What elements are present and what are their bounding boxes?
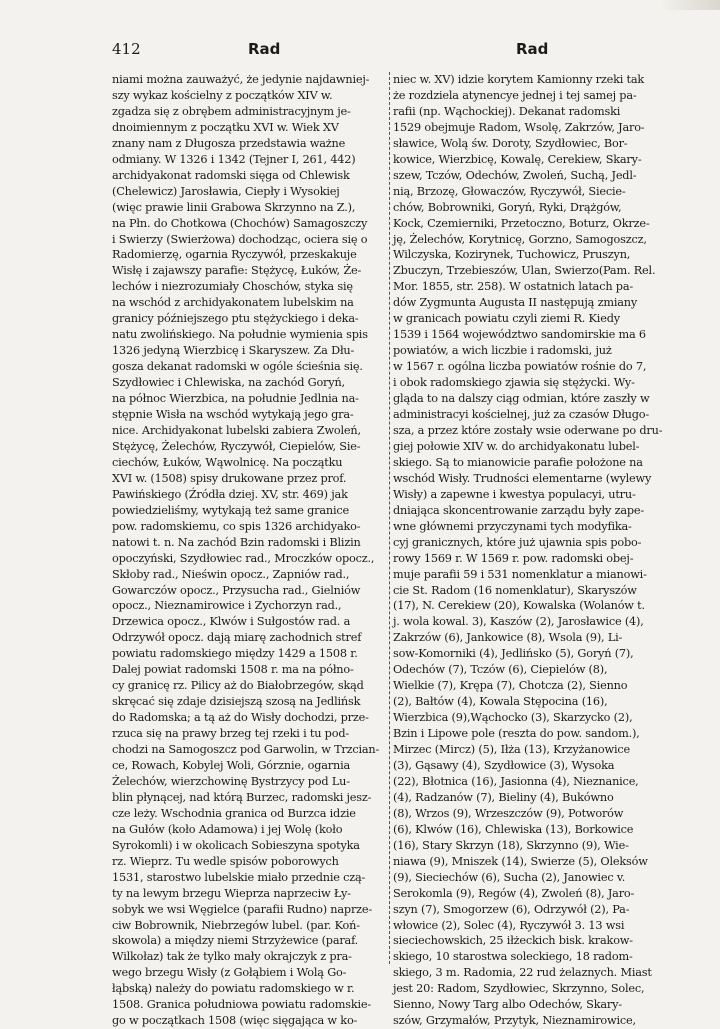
text-line: niec w. XV) idzie korytem Kamionny rzeki tak [393,73,645,86]
text-line: rowy 1569 r. W 1569 r. pow. radomski obej- [393,551,634,565]
text-line: szów, Grzymałów, Przytyk, Nieznamirowice, [393,1014,636,1028]
text-line: (więc prawie linii Grabowa Skrzynno na Z.), [112,200,356,214]
text-line: niami można zauważyć, że jedynie najdawniej- [112,73,370,86]
left-text-column [112,72,384,1028]
text-line: kowice, Wierzbicę, Kowalę, Cerekiew, Skary- [393,152,642,166]
text-line: dów Zygmunta Augusta II następują zmiany [393,296,638,310]
text-line: Wilczyska, Kozirynek, Tuchowicz, Pruszyn, [393,248,631,262]
text-line: na północ Wierzbica, na południe Jedlnia na- [112,392,359,406]
text-line: ję, Żelechów, Korytnicę, Gorzno, Samogoszcz, [393,232,647,246]
text-line: jest 20: Radom, Szydłowiec, Skrzynno, Solec, [393,982,645,996]
text-line: 1539 i 1564 województwo sandomirskie ma 6 [393,328,646,342]
text-line: powiedzieliśmy, wytykają też same granice [112,503,350,517]
text-line: (16), Stary Skrzyn (18), Skrzynno (9), Wie- [393,838,629,852]
text-line: wschód Wisły. Trudności elementarne (wylewy [393,471,652,485]
text-line: (3), Gąsawy (4), Szydłowice (3), Wysoka [393,758,615,772]
text-line: Mirzec (Mircz) (5), Iłża (13), Krzyżanowice [393,743,630,757]
text-line: znany nam z Długosza przedstawia ważne [112,136,346,150]
text-line: Syrokomli) i w okolicach Sobieszyna spotyka [112,838,360,852]
text-line: 1531, starostwo lubelskie miało przednie czą- [112,870,366,884]
text-line: granicy późniejszego ptu stężyckiego i deka- [112,312,359,326]
text-line: skowola) a między niemi Strzyżewice (paraf. [112,934,359,948]
text-line: szy wykaz kościelny z początków XIV w. [112,88,333,102]
text-line: Mor. 1855, str. 258). W ostatnich latach pa- [393,280,633,294]
text-line: j. wola kowal. 3), Kaszów (2), Jarosławice (4), [393,615,644,629]
text-line: sow-Komorniki (4), Jedlińsko (5), Goryń (7), [393,647,634,661]
text-line: Wisłę i zajawszy parafie: Stężycę, Łuków, Że- [112,264,362,278]
running-head-left: Rad [248,40,281,58]
text-line: że rozdziela atynencye jednej i tej samej pa- [393,88,637,102]
text-line: sławice, Wolą św. Doroty, Szydłowiec, Bor- [393,136,628,150]
text-line: na Płn. do Chotkowa (Chochów) Samagoszczy [112,216,368,230]
text-line: ciw Bobrownik, Niebrzegów lubel. (par. Koń- [112,918,360,932]
text-line: Wisły) a zapewne i kwestya populacyi, utru- [393,487,636,501]
text-line: skiego, 3 m. Radomia, 22 rud żelaznych. Miast [393,966,652,980]
text-line: (6), Klwów (16), Chlewiska (13), Borkowice [393,822,634,836]
text-line: (2), Bałtów (4), Kowala Stępocina (16), [393,695,608,709]
page-header [112,40,672,62]
text-line: skręcać się zdaje dzisiejszą szosą na Jedlińsk [112,695,361,709]
text-line: dnoimiennym z początku XVI w. Wiek XV [112,120,339,134]
text-line: Kock, Czemierniki, Przetoczno, Boturz, Okrze- [393,216,650,230]
text-line: i obok radomskiego zjawia się stężycki. Wy- [393,376,635,390]
text-line: (8), Wrzos (9), Wrzeszczów (9), Potworów [393,806,624,820]
running-head-right: Rad [516,40,549,58]
scan-corner-shade [660,0,720,10]
text-line: administracyi kościelnej, już za czasów Długo- [393,408,650,422]
text-line: chów, Bobrowniki, Goryń, Ryki, Drążgów, [393,200,622,214]
text-line: sza, a przez które zostały wsie oderwane po dru- [393,423,663,437]
text-line: Stężycę, Żelechów, Ryczywół, Ciepielów, Sie- [112,439,361,453]
text-line: zgadza się z obrębem administracyjnym je- [112,104,351,118]
text-line: rafii (np. Wąchockiej). Dekanat radomski [393,104,621,118]
text-line: Odechów (7), Tczów (6), Ciepielów (8), [393,663,608,677]
text-line: gosza dekanat radomski w ogóle ścieśnia się. [112,360,363,374]
text-line: sobyk we wsi Węgielce (parafii Rudno) naprze- [112,902,373,916]
text-line: 1529 obejmuje Radom, Wsolę, Zakrzów, Jaro- [393,120,645,134]
text-line: Serokomla (9), Regów (4), Zwoleń (8), Jaro- [393,886,635,900]
text-line: łąbską) należy do powiatu radomskiego w r. [112,982,355,996]
text-line: na Gułów (koło Adamowa) i jej Wolę (koło [112,822,343,836]
text-line: cyj granicznych, które już ujawnia spis pobo- [393,535,642,549]
text-line: ciechów, Łuków, Wąwolnicę. Na początku [112,455,343,469]
text-line: Sienno, Nowy Targ albo Odechów, Skary- [393,998,622,1012]
text-line: opoczyński, Szydłowiec rad., Mroczków opocz., [112,551,375,565]
text-line: pow. radomskiemu, co spis 1326 archidyako- [112,519,361,533]
text-line: Wilkołaz) tak że tylko mały okrajczyk z pra- [112,950,352,964]
text-line: włowice (2), Solec (4), Ryczywół 3. 13 wsi [393,918,625,932]
text-line: natowi t. n. Na zachód Bzin radomski i Blizin [112,535,361,549]
text-line: go w początkach 1508 (więc sięgająca w ko- [112,1014,358,1028]
text-line: XVI w. (1508) spisy drukowane przez prof. [112,471,347,485]
text-line: niawa (9), Mniszek (14), Swierze (5), Oleksów [393,854,648,868]
text-line: w granicach powiatu czyli ziemi R. Kiedy [393,312,620,326]
text-line: archidyakonat radomski sięga od Chlewisk [112,168,350,182]
column-divider [389,72,390,964]
text-line: (17), N. Cerekiew (20), Kowalska (Wolanów t. [393,599,645,613]
text-line: wne głównemi przyczynami tych modyfika- [393,519,632,533]
text-line: giej połowie XIV w. do archidyakonatu lubel- [393,439,640,453]
text-line: nią, Brzozę, Głowaczów, Ryczywół, Siecie- [393,184,626,198]
text-line: sieciechowskich, 25 iłżeckich bisk. krakow- [393,934,633,948]
text-line: Pawińskiego (Źródła dziej. XV, str. 469) jak [112,487,348,501]
text-line: ce, Rowach, Kobylej Woli, Górznie, ogarnia [112,758,351,772]
text-line: (22), Błotnica (16), Jasionna (4), Nieznanice, [393,774,639,788]
text-line: 1508. Granica południowa powiatu radomskie- [112,998,372,1012]
text-line: cie St. Radom (16 nomenklatur), Skaryszów [393,583,637,597]
text-line: cy granicę rz. Pilicy aż do Białobrzegów, skąd [112,679,364,693]
text-line: Wielkie (7), Krępa (7), Chotcza (2), Sienno [393,679,628,693]
text-line: skiego. Są to mianowicie parafie położone na [393,455,643,469]
text-line: Radomierzę, ogarnia Ryczywół, przeskakuje [112,248,357,262]
page-number: 412 [112,40,141,58]
text-line: muje parafii 59 i 531 nomenklatur a mianowi- [393,567,647,581]
text-line: powiatów, a wich liczbie i radomski, już [393,344,612,358]
text-line: rzuca się na prawy brzeg tej rzeki i tu pod- [112,727,349,741]
text-line: Żelechów, wierzchowinę Bystrzycy pod Lu- [112,774,350,788]
text-line: cze leży. Wschodnia granica od Burzca idzie [112,806,356,820]
text-line: gląda to na dalszy ciąg odmian, które zaszły w [393,392,650,406]
text-line: Odrzywół opocz. dają miarę zachodnich stref [112,631,362,645]
text-line: Zakrzów (6), Jankowice (8), Wsola (9), Li- [393,631,623,645]
text-line: szew, Tczów, Odechów, Zwoleń, Suchą, Jedl- [393,168,637,182]
text-line: szyn (7), Smogorzew (6), Odrzywół (2), Pa- [393,902,630,916]
text-line: chodzi na Samogoszcz pod Garwolin, w Trzcian- [112,743,380,757]
text-line: rz. Wieprz. Tu wedle spisów poborowych [112,854,339,868]
text-line: odmiany. W 1326 i 1342 (Tejner I, 261, 442) [112,152,356,166]
text-line: Szydłowiec i Chlewiska, na zachód Goryń, [112,376,345,390]
text-line: Skłoby rad., Nieświn opocz., Zapniów rad., [112,567,350,581]
text-line: Drzewica opocz., Klwów i Sułgostów rad. a [112,615,351,629]
text-line: Wierzbica (9),Wąchocko (3), Skarzycko (2), [393,711,633,725]
text-line: stępnie Wisła na wschód wytykają jego gra- [112,408,354,422]
right-text-column [393,72,669,1028]
text-line: skiego, 10 starostwa soleckiego, 18 radom- [393,950,633,964]
text-line: (4), Radzanów (7), Bieliny (4), Bukówno [393,790,614,804]
text-line: Zbuczyn, Trzebieszów, Ulan, Swierzo(Pam. Rel. [393,264,656,278]
text-line: powiatu radomskiego między 1429 a 1508 r. [112,647,358,661]
text-line: (9), Sieciechów (6), Sucha (2), Janowiec v. [393,870,626,884]
text-line: do Radomska; a tą aż do Wisły dochodzi, prze- [112,711,369,725]
text-line: Gowarczów opocz., Przysucha rad., Gielniów [112,583,361,597]
text-line: w 1567 r. ogólna liczba powiatów rośnie do 7, [393,360,647,374]
text-line: Bzin i Lipowe pole (reszta do pow. sandom.), [393,727,640,741]
text-line: dniająca skoncentrowanie zarządu były zape- [393,503,645,517]
text-line: wego brzegu Wisły (z Gołąbiem i Wolą Go- [112,966,347,980]
text-line: opocz., Nieznamirowice i Zychorzyn rad., [112,599,342,613]
text-line: Dalej powiat radomski 1508 r. ma na półno- [112,663,354,677]
text-line: ty na lewym brzegu Wieprza naprzeciw Ły- [112,886,351,900]
text-line: nice. Archidyakonat lubelski zabiera Zwoleń, [112,423,361,437]
text-line: 1326 jedyną Wierzbicę i Skaryszew. Za Dłu- [112,344,355,358]
text-line: na wschód z archidyakonatem lubelskim na [112,296,354,310]
text-line: (Chelewicz) Jarosławia, Ciepły i Wysokiej [112,184,340,198]
text-line: i Swierzy (Swierżowa) dochodząc, ociera się o [112,232,368,246]
text-line: lechów i niezrozumiały Choschów, styka się [112,280,353,294]
text-line: blin płynącej, nad którą Burzec, radomski jesz- [112,790,372,804]
text-line: natu zwolińskiego. Na południe wymienia spis [112,328,368,342]
